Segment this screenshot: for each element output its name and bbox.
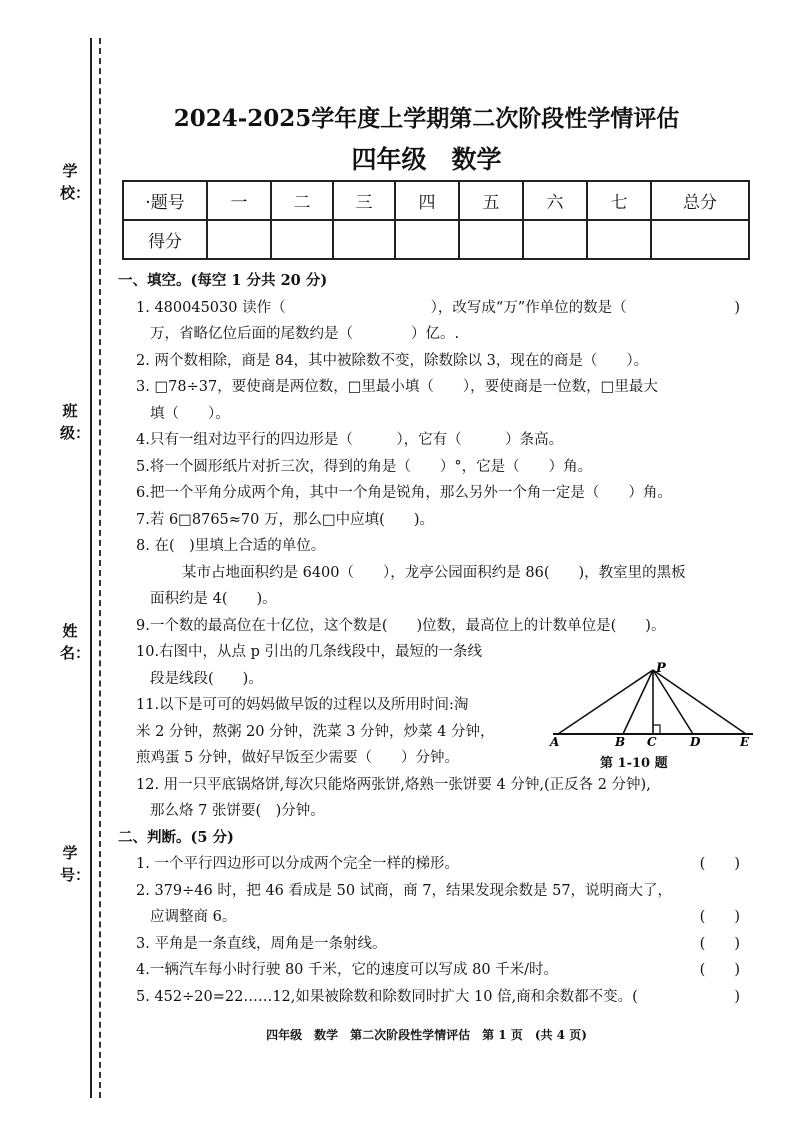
answer-bracket[interactable]: ( )	[699, 856, 740, 872]
question-text: 1. 480045030 读作（ ），改写成“万”作单位的数是（	[136, 299, 627, 316]
answer-bracket[interactable]: ( )	[699, 909, 740, 925]
question-text: 应调整商 6。	[150, 909, 237, 925]
question-text: 6.把一个平角分成两个角，其中一个角是锐角，那么另外一个角一定是（ ）角。	[136, 485, 672, 501]
section-heading	[118, 268, 748, 295]
question-line	[118, 533, 748, 560]
header-cell: 六	[523, 181, 587, 220]
right-angle-mark	[653, 725, 660, 734]
score-table-header-row	[123, 181, 749, 220]
question-text: 7.若 6□8765≈70 万，那么□中应填( )。	[136, 511, 434, 528]
answer-bracket[interactable]: ( )	[699, 935, 740, 952]
question-body	[118, 268, 748, 1010]
name-label: 姓名：	[60, 622, 91, 662]
class-label: 班级：	[60, 402, 91, 442]
section-heading	[118, 825, 748, 852]
question-line	[118, 321, 748, 348]
student-id-label: 学号：	[60, 844, 91, 884]
question-line	[118, 586, 748, 613]
header-cell: 总分	[651, 181, 749, 220]
question-line	[118, 480, 748, 507]
row-label-cell: 得分	[123, 220, 207, 259]
question-text: 4.只有一组对边平行的四边形是（ ），它有（ ）条高。	[136, 432, 564, 448]
question-line	[118, 560, 748, 587]
margin-dashed-line	[99, 38, 101, 1098]
header-cell: 七	[587, 181, 651, 220]
score-cell[interactable]	[651, 220, 749, 259]
point-d-label: D	[690, 735, 701, 749]
score-cell[interactable]	[207, 220, 271, 259]
header-cell: 三	[333, 181, 395, 220]
question-text: 5. 452÷20=22……12,如果被除数和除数同时扩大 10 倍,商和余数都不变。(	[136, 988, 638, 1005]
score-cell[interactable]	[333, 220, 395, 259]
figure-caption: 第 1-10 题	[600, 756, 668, 771]
score-cell[interactable]	[395, 220, 459, 259]
score-cell[interactable]	[271, 220, 333, 259]
header-cell: 五	[459, 181, 523, 220]
question-text: 填（ ）。	[150, 405, 230, 422]
question-text: 某市占地面积约是 6400（ ），龙亭公园面积约是 86( )，教室里的黑板	[182, 564, 686, 581]
score-table	[122, 180, 750, 260]
question-line	[118, 401, 748, 428]
question-line	[118, 878, 748, 905]
answer-bracket[interactable]: ( )	[699, 962, 740, 978]
score-cell[interactable]	[459, 220, 523, 259]
question-line	[118, 374, 748, 401]
header-cell: 四	[395, 181, 459, 220]
question-text: 8. 在( )里填上合适的单位。	[136, 538, 326, 554]
question-text: 5.将一个圆形纸片对折三次，得到的角是（ ）°，它是（ ）角。	[136, 458, 593, 475]
question-text: 1. 一个平行四边形可以分成两个完全一样的梯形。	[136, 856, 459, 872]
score-table-score-row	[123, 220, 749, 259]
question-text: 一、填空。(每空 1 分共 20 分)	[118, 272, 328, 289]
exam-title: 2024-2025学年度上学期第二次阶段性学情评估	[173, 105, 680, 132]
point-e-label: E	[740, 735, 750, 749]
score-cell[interactable]	[587, 220, 651, 259]
header-cell: 二	[271, 181, 333, 220]
point-p-label: P	[656, 662, 666, 676]
question-line	[118, 851, 748, 878]
question-text: 11.以下是可可的妈妈做早饭的过程以及所用时间:淘	[136, 697, 469, 713]
question-text: 煎鸡蛋 5 分钟，做好早饭至少需要（ ）分钟。	[136, 750, 459, 766]
answer-bracket[interactable]: )	[734, 988, 740, 1005]
header-cell: 一	[207, 181, 271, 220]
question-line	[118, 348, 748, 375]
question-line	[118, 427, 748, 454]
point-c-label: C	[647, 735, 657, 749]
question-text: 2. 两个数相除，商是 84，其中被除数不变，除数除以 3，现在的商是（ ）。	[136, 352, 649, 369]
question-text: 3. □78÷37，要使商是两位数，□里最小填（ ），要使商是一位数，□里最大	[136, 379, 658, 395]
question-line	[118, 613, 748, 640]
point-a-label: A	[550, 735, 560, 749]
point-b-label: B	[615, 735, 626, 749]
question-text: 10.右图中，从点 p 引出的几条线段中，最短的一条线	[136, 644, 483, 660]
question-line	[118, 984, 748, 1011]
question-text: 9.一个数的最高位在十亿位，这个数是( )位数，最高位上的计数单位是( )。	[136, 617, 666, 634]
question-text: 那么烙 7 张饼要( )分钟。	[150, 803, 325, 819]
question-line	[118, 507, 748, 534]
school-label: 学校：	[60, 162, 91, 202]
question-line	[118, 931, 748, 958]
question-line	[118, 957, 748, 984]
score-cell[interactable]	[523, 220, 587, 259]
question-line	[118, 904, 748, 931]
exam-subtitle: 四年级 数学	[351, 145, 502, 174]
question-text: 二、判断。(5 分)	[118, 828, 234, 846]
question-text: 12. 用一只平底锅烙饼,每次只能烙两张饼,烙熟一张饼要 4 分钟,(正反各 2 分钟),	[136, 776, 651, 793]
page-footer: 四年级 数学 第二次阶段性学情评估 第 1 页 (共 4 页)	[266, 1028, 587, 1042]
question-text: 面积约是 4( )。	[150, 591, 277, 607]
question-text: 2. 379÷46 时，把 46 看成是 50 试商，商 7，结果发现余数是 57，说明商大了，	[136, 882, 673, 899]
question-line	[118, 295, 748, 322]
question-line	[118, 454, 748, 481]
header-cell: ·题号	[123, 181, 207, 220]
segment-pe	[653, 670, 746, 734]
margin-solid-line	[90, 38, 92, 1098]
question-text: 段是线段( )。	[150, 670, 263, 687]
question-text: 3. 平角是一条直线，周角是一条射线。	[136, 935, 387, 952]
question-text: 米 2 分钟，熬粥 20 分钟，洗菜 3 分钟，炒菜 4 分钟，	[136, 723, 495, 740]
answer-bracket[interactable]: )	[734, 299, 740, 316]
question-text: 4.一辆汽车每小时行驶 80 千米，它的速度可以写成 80 千米/时。	[136, 962, 559, 978]
question-text: 万，省略亿位后面的尾数约是（ ）亿。.	[150, 326, 460, 342]
question-line	[118, 798, 748, 825]
